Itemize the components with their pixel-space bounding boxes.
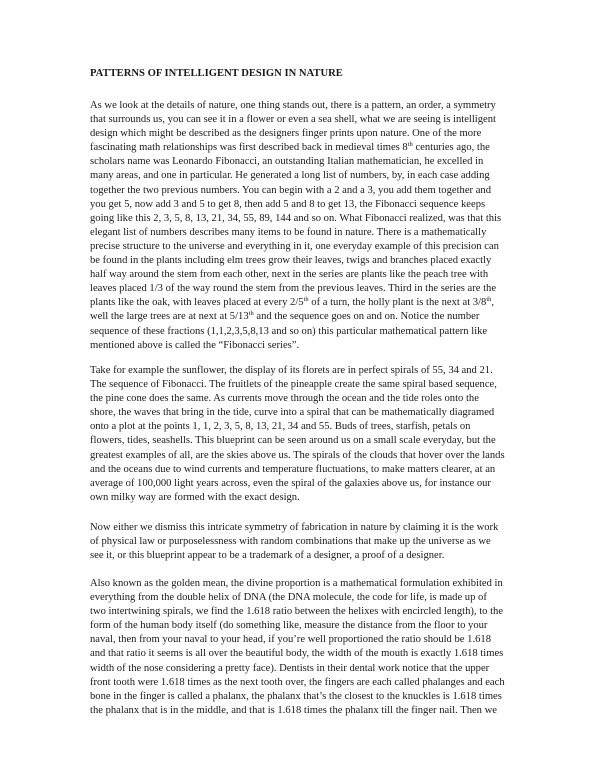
text-line: half way around the stem from each other, next in the series are plants like the peach tree with <box>90 269 489 281</box>
paragraph-4 <box>90 577 530 718</box>
text-line: two intertwining spirals, we find the 1.618 ratio between the helixes with encircled length), to the <box>90 606 504 618</box>
text-line: bone in the finger is called a phalanx, the phalanx that’s the closest to the knuckles is 1.618 times <box>90 690 502 702</box>
text-line: fascinating math relationships was first described back in medieval times 8th centuries ago, the <box>90 141 490 154</box>
text-line: The sequence of Fibonacci. The fruitlets of the pineapple create the same spiral based sequence, <box>90 379 497 391</box>
text-line: flowers, tides, seashells. This blueprint can be seen around us on a small scale everyday, but the <box>90 435 496 447</box>
text-line: plants like the oak, with leaves placed at every 2/5th of a turn, the holly plant is the next at 3/8th, <box>90 296 495 309</box>
text-line: of physical law or purposelessness with random combinations that make up the universe as we <box>90 536 491 548</box>
text-line: well the large trees are at next at 5/13th and the sequence goes on and on. Notice the number <box>90 310 480 323</box>
text-line: onto a plot at the points 1, 1, 2, 3, 5, 8, 13, 21, 34 and 55. Buds of trees, starfish, petals on <box>90 421 471 433</box>
text-line: shore, the waves that bring in the tide, curve into a spiral that can be mathematically diagramed <box>90 407 495 419</box>
paragraph-3 <box>90 521 530 563</box>
text-line: elegant list of numbers describes many items to be found in nature. There is a mathematically <box>90 226 487 238</box>
text-line: going like this 2, 3, 5, 8, 13, 21, 34, 55, 89, 144 and so on. What Fibonacci realized, was that this <box>90 212 502 224</box>
text-line: see it, or this blueprint appear to be a trademark of a designer, a proof of a designer. <box>90 550 445 562</box>
text-line: precise structure to the universe and everything in it, one everyday example of this precision can <box>90 240 499 252</box>
text-line: the phalanx that is in the middle, and that is 1.618 times the phalanx till the finger nail. Then we <box>90 704 497 716</box>
text-line: mentioned above is called the “Fibonacci series”. <box>90 339 300 351</box>
text-line: be found in the plants including elm trees grow their leaves, twigs and branches placed exactly <box>90 255 492 267</box>
text-line: leaves placed 1/3 of the way round the stem from the previous leaves. Third in the series are the <box>90 283 497 295</box>
text-line: the pine cone does the same. As currents move through the ocean and the tide roles onto the <box>90 393 479 405</box>
paragraph-2 <box>90 364 530 505</box>
text-line: own milky way are formed with the exact design. <box>90 491 300 503</box>
text-line: form of the human body itself (do something like, measure the distance from the floor to your <box>90 620 488 632</box>
text-line: design which might be described as the designers finger prints upon nature. One of the more <box>90 128 482 140</box>
text-line: greatest examples of all, are the skies above us. The spirals of the clouds that hover over the lands <box>90 449 505 461</box>
text-line: average of 100,000 light years across, even the spiral of the galaxies above us, for instance our <box>90 477 491 489</box>
text-line: Take for example the sunflower, the display of its florets are in perfect spirals of 55, 34 and 21. <box>90 365 493 376</box>
text-line: As we look at the details of nature, one thing stands out, there is a pattern, an order, a symmetry <box>90 100 496 111</box>
text-line: Now either we dismiss this intricate symmetry of fabrication in nature by claiming it is the work <box>90 522 499 533</box>
text-line: you get 5, now add 3 and 5 to get 8, then add 5 and 8 to get 13, the Fibonacci sequence keeps <box>90 198 486 210</box>
text-line: many areas, and one in particular. He generated a long list of numbers, by, in each case adding <box>90 170 490 182</box>
text-line: and that ratio it seems is all over the beautiful body, the width of the mouth is exactly 1.618 times <box>90 648 504 660</box>
text-line: scholars name was Leonardo Fibonacci, an outstanding Italian mathematician, he excelled in <box>90 156 484 168</box>
text-line: naval, then from your naval to your head, if you’re well proportioned the ratio should be 1.618 <box>90 634 491 646</box>
text-line: front tooth were 1.618 times as the next tooth over, the fingers are each called phalanges and each <box>90 676 505 688</box>
paragraph-1 <box>90 99 530 353</box>
document-title: PATTERNS OF INTELLIGENT DESIGN IN NATURE <box>90 68 343 79</box>
text-line: sequence of these fractions (1,1,2,3,5,8,13 and so on) this particular mathematical pattern like <box>90 325 488 337</box>
text-line: everything from the double helix of DNA (the DNA molecule, the code for life, is made up of <box>90 592 487 604</box>
text-line: and the oceans due to wind currents and temperature fluctuations, to make matters clearer, at an <box>90 463 496 475</box>
text-line: together the two previous numbers. You can begin with a 2 and a 3, you add them together and <box>90 184 492 196</box>
text-line: Also known as the golden mean, the divine proportion is a mathematical formulation exhibited in <box>90 578 503 589</box>
text-line: width of the nose considering a pretty face). Dentists in their dental work notice that the upper <box>90 662 490 674</box>
text-line: that surrounds us, you can see it in a flower or even a sea shell, what we are seeing is intelligent <box>90 114 496 126</box>
